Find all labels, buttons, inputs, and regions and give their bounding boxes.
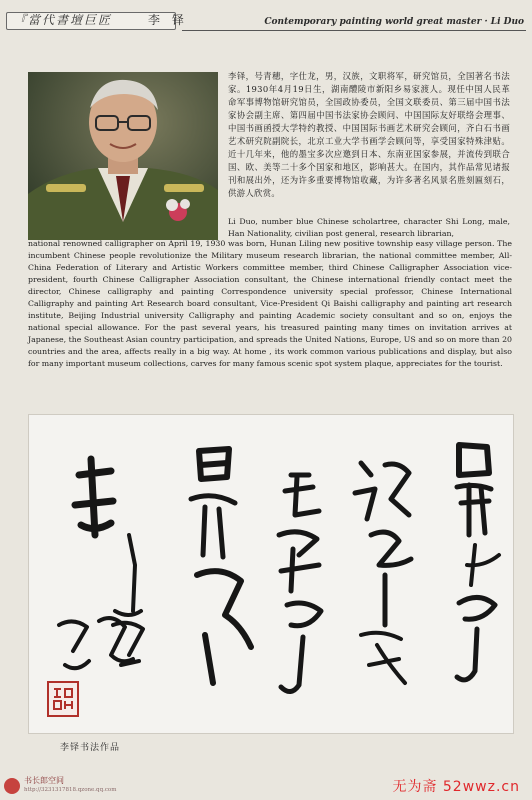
- bio-english-body: [28, 238, 512, 370]
- seal-mark: [49, 683, 77, 715]
- page-header: [0, 8, 532, 32]
- artist-portrait: [28, 72, 218, 240]
- header-rule: [182, 30, 526, 31]
- watermark-site-url: http://3231317818.qzone.qq.com: [24, 787, 117, 793]
- calligraphy-strokes: [29, 415, 513, 733]
- series-title: 『當代書壇巨匠: [14, 13, 113, 27]
- artist-name-cn: 李 铎: [148, 13, 188, 27]
- watermark-right: 无为斋 52wwz.cn: [392, 779, 520, 795]
- bio-english-intro-text: Li Duo, number blue Chinese scholartree, character Shi Long, male, Han Nationality, civilian post general, research librarian,: [228, 217, 510, 238]
- bio-chinese: 李铎，号青穗，字仕龙，男，汉族，文职将军，研究馆员，全国著名书法家。1930年4月19日生，湖南醴陵市新阳乡易家渡人。现任中国人民革命军事博物馆研究馆员，全国政协委员，全国文联委员、第三届中国书法家协会副主席、第四届中国书法家协会顾问、中国国际友好联络会理事、中国书画函授大学特约教授、中国国际书画艺术研究会顾问，齐白石书画艺术研究院副院长，北京工业大学书画学会顾问等，享受国家特殊津贴。近十几年来，他的墨宝多次应邀到日本、东南亚国家参展，并流传到联合国、欧、美等二十多个国家和地区，影响甚大。在国内，其作品常见诸报刊和展出外，还为许多重要博物馆收藏，为许多著名风景名胜刻匾刻石，供游人欣赏。: [228, 71, 510, 198]
- portrait-illustration: [28, 72, 218, 240]
- series-title-en: Contemporary painting world great master · Li Duo: [264, 17, 524, 27]
- site-logo-icon: [4, 778, 20, 794]
- watermark-site-name: 书长郎空间: [24, 776, 64, 785]
- seal-stamp-icon: [47, 681, 79, 717]
- calligraphy-artwork: [28, 414, 514, 734]
- artwork-caption: 李铎书法作品: [60, 743, 121, 753]
- watermark-left: [4, 776, 117, 796]
- bio-english-intro: [228, 216, 510, 240]
- bio-english-body-text: national renowned calligrapher on April 19, 1930 was born, Hunan Liling new positive township easy village person. The incumbent Chinese people revolutionize the Military museum research librarian, the national committee member, All-China Federation of Literary and Artistic Workers committee member, third Chinese Calligrapher Association vice-president, fourth Chinese Calligrapher Association consultant, the Chinese international friendly contact meet the director, Chinese calligraphy and painting Correspondence university special professor, Chinese International Calligraphy and painting Art Research board consultant, Vice-President Qi Baishi calligraphy and painting art research institute, Beijing Industrial university Calligraphy and painting Academic society consultant and so on, enjoys the national special allowance. For the past several years, his treasured painting many times on invitation arrives at Japanese, the Southeast Asian country participation, and spreads the United Nations, Europe, US and so on more than 20 countries and the area, affects really in a big way. At home , its work common various publications and display, but also for many important museum collections, carves for many famous scenic spot system plaque, appreciates for the tourist.: [28, 239, 512, 368]
